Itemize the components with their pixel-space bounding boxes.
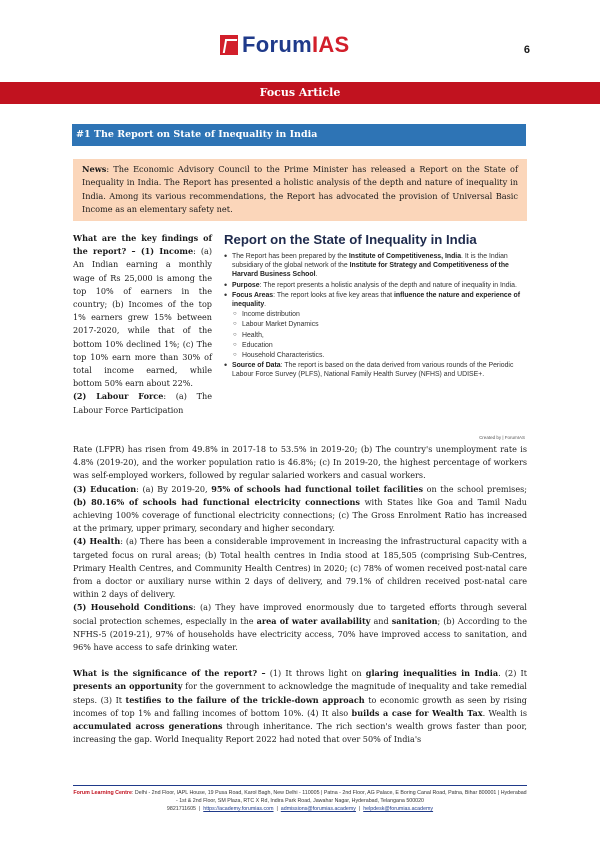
focus-area-item: ○ Labour Market Dynamics — [232, 320, 527, 329]
admissions-email-link[interactable]: admissions@forumias.academy — [280, 806, 356, 812]
news-label: News — [82, 164, 107, 174]
focus-area-item: ○ Household Characteristics. — [232, 351, 527, 360]
focus-area-item: ○ Health, — [232, 331, 527, 340]
article-body — [73, 443, 527, 746]
education-paragraph: (3) Education: (a) By 2019-20, 95% of schools had functional toilet facilities on the school premises; (b) 80.16% of schools had functional electricity connections with States like Goa and Tamil Nadu achieving 100% coverage of functional electricity connections; (c) The Gross Enrolment Ratio has increased at the primary, upper primary, secondary and higher secondary. — [73, 483, 527, 534]
footer-label: Forum Learning Centre — [73, 790, 132, 796]
income-findings: : (a) An Indian earning a monthly wage of Rs 25,000 is among the top 10% of earners in the country; (b) Incomes of the top 1% earners grew 15% between 2017-2020, while that of the bottom 10% declined 1%; (c) The top 10% earn more than 30% of total income earned, while bottom 50% earn about 22%. — [73, 246, 212, 389]
household-paragraph: (5) Household Conditions: (a) They have improved enormously due to targeted efforts through several social protection schemes, especially in the area of water availability and sanitation; (b) According to the NFHS-5 (2019-21), 97% of households have electricity access, 70% have improved access to sanitation, and 96% have access to safe drinking water. — [73, 602, 527, 653]
academy-link[interactable]: https://academy.forumias.com — [203, 806, 274, 812]
page-footer: Forum Learning Centre: Delhi - 2nd Floor, IAPL House, 19 Pusa Road, Karol Bagh, New Delhi - 110005 | Patna - 2nd Floor, AG Palace, E Boring Canal Road, Patna, Bihar 800001 | Hyderabad - 1st & 2nd Floor, SM Plaza, RTC X Rd, Indira Park Road, Jawahar Nagar, Hyderabad, Telangana 500020 9821711605 | https://academy.forumias.com | admissions@forumias.academy | helpdesk@forumias.academy — [73, 785, 527, 813]
logo-mark-icon — [220, 35, 238, 55]
page-header — [0, 30, 600, 64]
report-infographic — [220, 232, 527, 442]
forumias-logo — [220, 30, 350, 60]
infographic-item: • The Report has been prepared by the Institute of Competitiveness, India. It is the Indian subsidiary of the global network of the Institute for Strategy and Competitiveness of the Harvard Business School. — [232, 252, 527, 280]
paragraph-gap — [73, 654, 527, 667]
focus-area-item: ○ Income distribution — [232, 310, 527, 319]
section-title: #1 The Report on State of Inequality in India — [72, 124, 526, 146]
logo-ias: IAS — [311, 32, 350, 57]
news-text: : The Economic Advisory Council to the Prime Minister has released a Report on the State of Inequality in India. The Report has presented a holistic analysis of the depth and nature of inequality in India. Among its various recommendations, the Report has advocated the provision of Universal Basic Income as an elementary safety net. — [82, 164, 518, 215]
focus-article-banner: Focus Article — [0, 82, 600, 104]
infographic-credit: Created by | ForumIAS — [479, 435, 525, 440]
infographic-title: Report on the State of Inequality in India — [224, 232, 477, 247]
labour-paragraph: Rate (LFPR) has risen from 49.8% in 2017-18 to 53.5% in 2019-20; (b) The country's unemployment rate is 4.8% (2019-20), and the worker population ratio is 46.8%; (c) In 2019-20, the highest percentage of workers was self-employed workers, followed by regular salaried workers and casual workers. — [73, 444, 527, 481]
labour-label: (2) Labour Force — [73, 391, 164, 402]
infographic-item: • Purpose: The report presents a holistic analysis of the depth and nature of inequality in India. — [232, 281, 527, 290]
findings-question: What are the key findings of the report? – (1) Income — [73, 233, 212, 257]
health-paragraph: (4) Health: (a) There has been a considerable improvement in increasing the infrastructural capacity with a targeted focus on rural areas; (b) Total health centres in India stood at 185,505 (comprising Sub-Centres, Primary Health Centres, and Community Health Centres) in 2020; (c) 78% of women received post-natal care from a doctor or auxiliary nurse within 2 days of delivery, and 79.1% of children received post-natal care within 2 days of delivery. — [73, 536, 527, 600]
logo-forum: Forum — [242, 32, 312, 57]
labour-text-start: : (a) The Labour Force Participation — [73, 391, 212, 415]
footer-phone: 9821711605 — [166, 806, 196, 812]
infographic-item: • Focus Areas: The report looks at five key areas that influence the nature and experience of inequality. — [232, 291, 527, 309]
news-box — [73, 159, 527, 221]
focus-area-item: ○ Education — [232, 341, 527, 350]
significance-paragraph: What is the significance of the report? – (1) It throws light on glaring inequalities in India. (2) It presents an opportunity for the government to acknowledge the magnitude of inequality and take remedial steps. (3) It testifies to the failure of the trickle-down approach to economic growth as seen by rising incomes of top 1% and falling incomes of bottom 10%. (4) It also builds a case for Wealth Tax. Wealth is accumulated across generations through inheritance. The rich section's wealth grows faster than poor, increasing the gap. World Inequality Report 2022 had noted that over 50% of India's — [73, 668, 527, 745]
infographic-list — [220, 252, 527, 380]
footer-addresses: : Delhi - 2nd Floor, IAPL House, 19 Pusa Road, Karol Bagh, New Delhi - 110005 | Patna - 2nd Floor, AG Palace, E Boring Canal Road, Patna, Bihar 800001 | Hyderabad - 1st & 2nd Floor, SM Plaza, RTC X Rd, Indira Park Road, Jawahar Nagar, Hyderabad, Telangana 500020 — [131, 790, 527, 804]
page-number: 6 — [523, 44, 530, 56]
infographic-item: • Source of Data: The report is based on the data derived from various rounds of the Periodic Labour Force Survey (PLFS), National Family Health Survey (NFHS) and UDISE+. — [232, 361, 527, 379]
helpdesk-email-link[interactable]: helpdesk@forumias.academy — [363, 806, 434, 812]
key-findings-column — [73, 232, 212, 417]
